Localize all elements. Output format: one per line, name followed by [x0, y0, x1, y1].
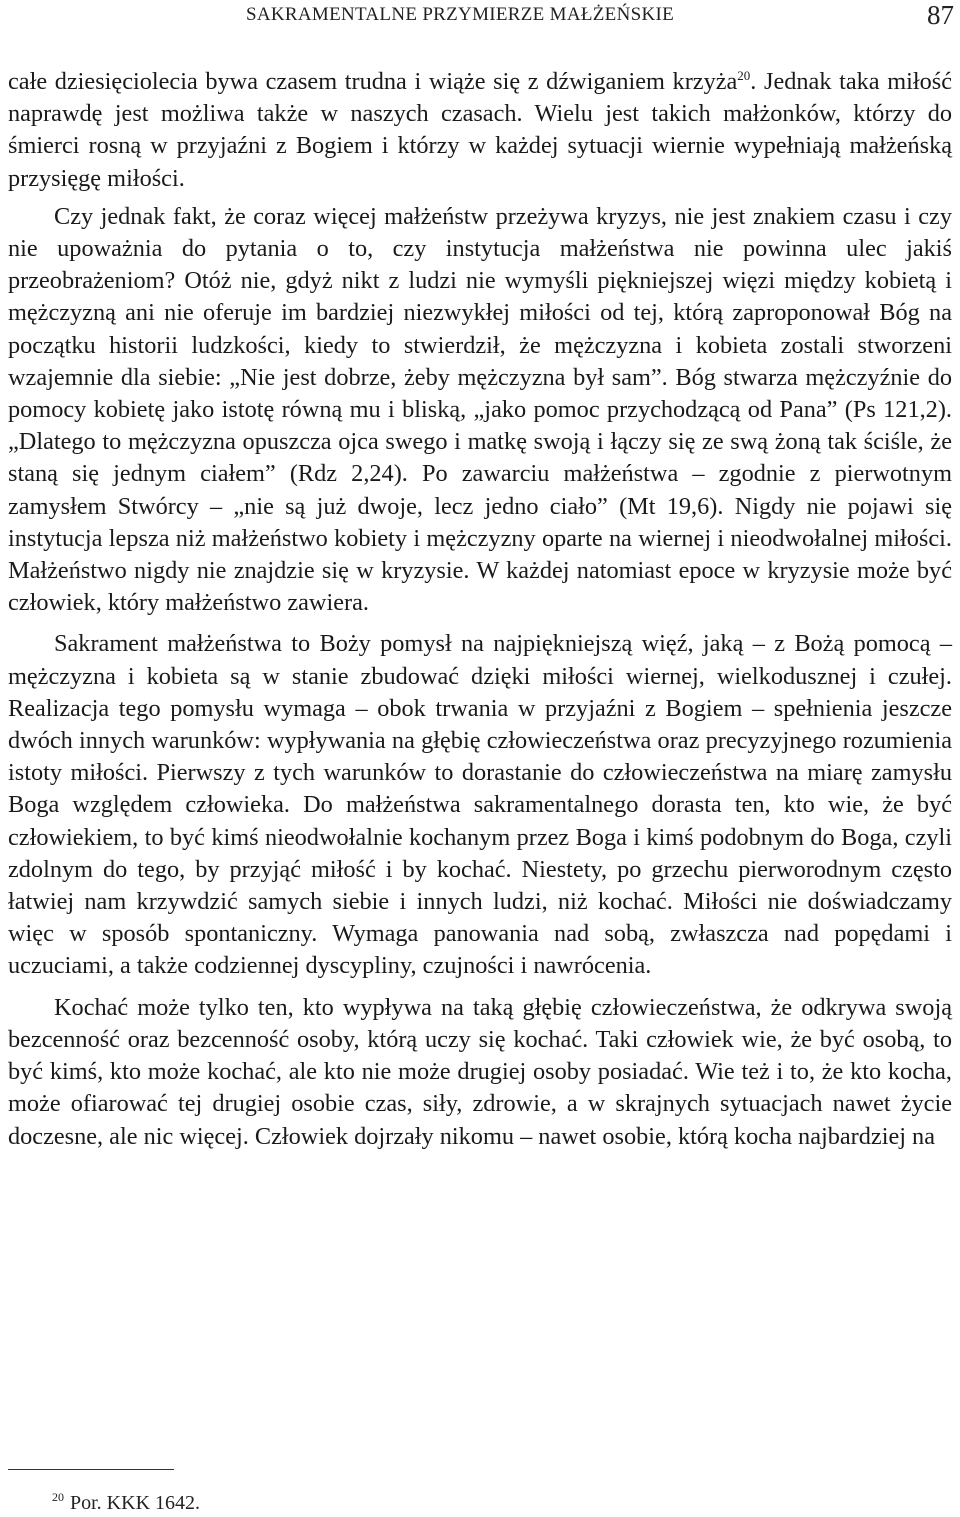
paragraph-3: Sakrament małżeństwa to Boży pomysł na najpiękniejszą więź, jaką – z Bożą pomocą – mężczyzna i kobieta są w stanie zbudować dzięki miłości wiernej, wielkodusznej i czułej. Realizacja tego pomysłu wymaga – obok trwania w przyjaźni z Bogiem – spełnienia jeszcze dwóch innych warunków: wypływania na głębię człowieczeństwa oraz precyzyjnego rozumienia istoty miłości. Pierwszy z tych warunków to dorastanie do człowieczeństwa na miarę zamysłu Boga względem człowieka. Do małżeństwa sakramentalnego dorasta ten, kto wie, że być człowiekiem, to być kimś nieodwołalnie kochanym przez Boga i kimś podobnym do Boga, czyli zdolnym do tego, by przyjąć miłość i by kochać. Niestety, po grzechu pierworodnym często łatwiej nam krzywdzić samych siebie i innych ludzi, niż kochać. Miłości nie doświadczamy więc w sposób spontaniczny. Wymaga panowania nad sobą, zwłaszcza nad popędami i uczuciami, a także codziennej dyscypliny, czujności i nawrócenia. [8, 630, 952, 980]
paragraph-1-text-after: . Jednak taka miłość naprawdę jest możliwa także w naszych czasach. Wielu jest takich małżonków, którzy do śmierci rosną w przyjaźni z Bogiem i którzy w każdej sytuacji wiernie wypełniają małżeńską przysięgę miłości. [8, 68, 952, 192]
paragraph-4: Kochać może tylko ten, kto wypływa na taką głębię człowieczeństwa, że odkrywa swoją bezcenność oraz bezcenność osoby, którą uczy się kochać. Taki człowiek wie, że być osobą, to być kimś, kto może kochać, ale kto nie może drugiej osoby posiadać. Wie też i to, że kto kocha, może ofiarować tej drugiej osobie czas, siły, zdrowie, a w skrajnych sytuacjach nawet życie doczesne, ale nic więcej. Człowiek dojrzały nikomu – nawet osobie, którą kocha najbardziej na [8, 993, 952, 1150]
paragraph-2: Czy jednak fakt, że coraz więcej małżeństw przeżywa kryzys, nie jest znakiem czasu i czy nie upoważnia do pytania o to, czy instytucja małżeństwa nie powinna ulec jakiś przeobrażeniom? Otóż nie, gdyż nikt z ludzi nie wymyśli piękniejszej więzi między kobietą i mężczyzną ani nie oferuje im bardziej niezwykłej miłości od tej, którą zaproponował Bóg na początku historii ludzkości, kiedy to stwierdził, że mężczyzna i kobieta zostali stworzeni wzajemnie dla siebie: „Nie jest dobrze, żeby mężczyzna był sam”. Bóg stwarza mężczyźnie do pomocy kobietę jako istotę równą mu i bliską, „jako pomoc przychodzącą od Pana” (Ps 121,2). „Dlatego to mężczyzna opuszcza ojca swego i matkę swoją i łączy się ze swą żoną tak ściśle, że staną się jednym ciałem” (Rdz 2,24). Po zawarciu małżeństwa – zgodnie z pierwotnym zamysłem Stwórcy – „nie są już dwoje, lecz jedno ciało” (Mt 19,6). Nigdy nie pojawi się instytucja lepsza niż małżeństwo kobiety i mężczyzny oparte na wiernej i nieodwołalnej miłości. Małżeństwo nigdy nie znajdzie się w kryzysie. W każdej natomiast epoce w kryzysie może być człowiek, który małżeństwo zawiera. [8, 202, 952, 617]
footnote-number: 20 [52, 1490, 64, 1505]
footnote-20 [52, 1492, 200, 1515]
footnote-divider [8, 1469, 174, 1470]
body-text [8, 66, 952, 1153]
paragraph-1-text-before: całe dziesięciolecia bywa czasem trudna i wiąże się z dźwiganiem krzyża [8, 68, 738, 95]
paragraph-1 [8, 66, 952, 195]
page-number: 87 [927, 0, 954, 30]
running-title: SAKRAMENTALNE PRZYMIERZE MAŁŻEŃSKIE [246, 4, 675, 25]
footnote-text: Por. KKK 1642. [70, 1492, 201, 1514]
footnote-ref-20[interactable]: 20 [737, 67, 751, 83]
running-header [0, 0, 960, 30]
